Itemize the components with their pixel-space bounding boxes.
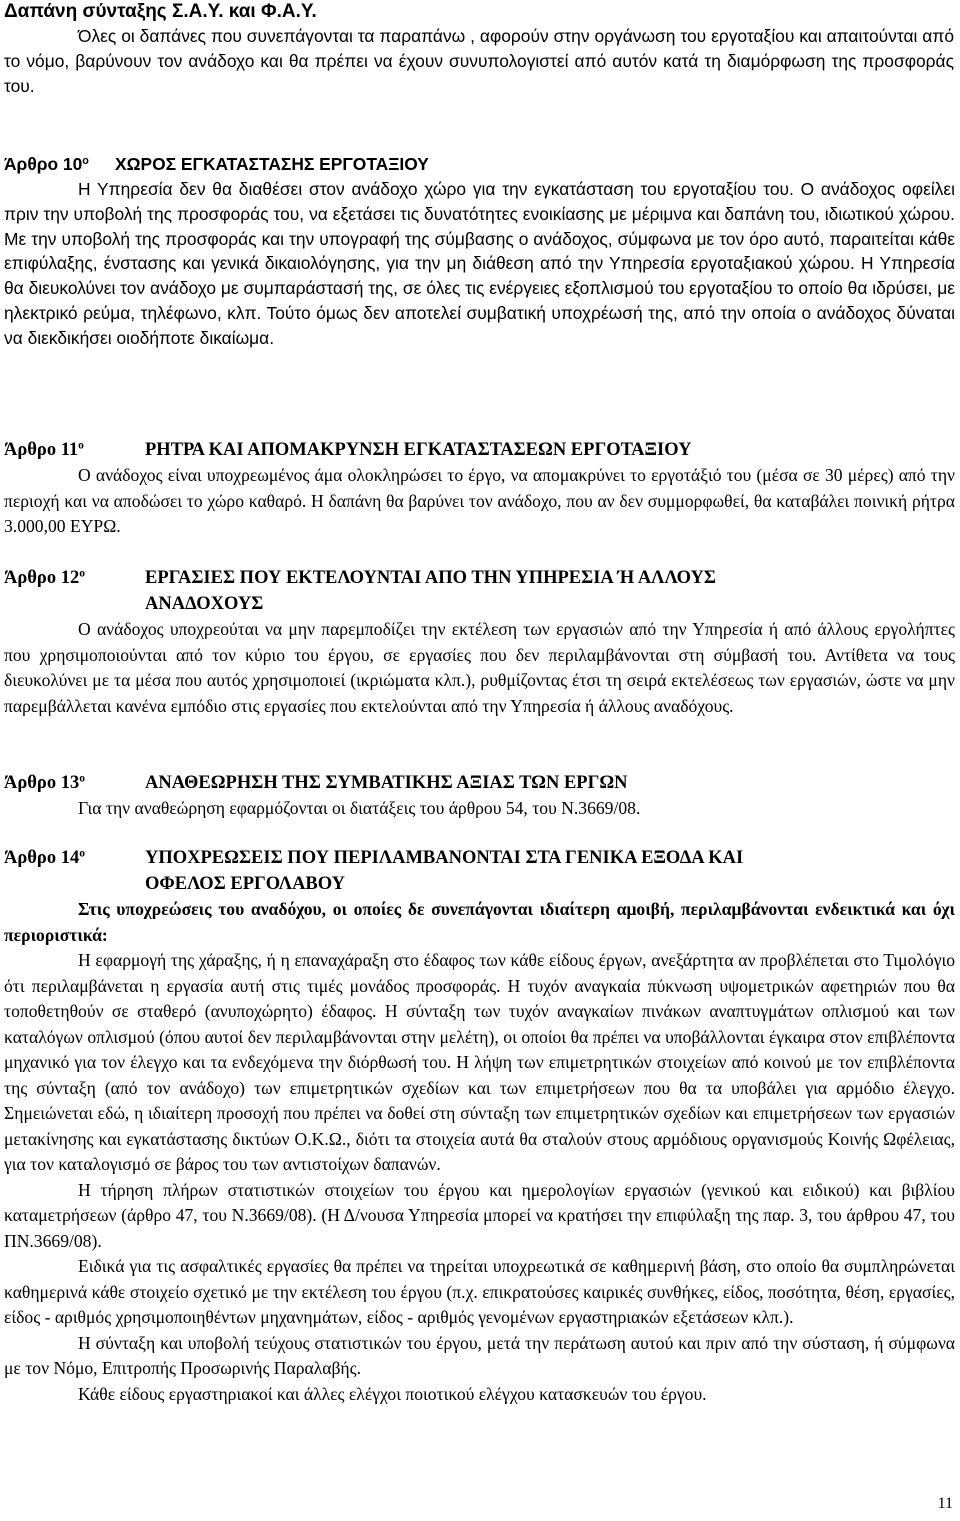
article-10-title: ΧΩΡΟΣ ΕΓΚΑΤΑΣΤΑΣΗΣ ΕΡΓΟΤΑΞΙΟΥ [115, 154, 429, 174]
article-10-ordinal: ο [82, 155, 89, 168]
article-10-heading [4, 152, 429, 177]
article-10-text: Η Υπηρεσία δεν θα διαθέσει στον ανάδοχο χώρο για την εγκατάσταση του εργοταξίου του. Ο ανάδοχος οφείλει πριν την υποβολή της προσφοράς του, να εξετάσει τις δυνατότητες ενοικίασης με μέριμνα και δαπάνη του, ιδιωτικού χώρου. Με την υποβολή της προσφοράς και την υπογραφή της σύμβασης ο ανάδοχος, σύμφωνα με τον όρο αυτό, παραιτείται κάθε επιφύλαξης, ένστασης και γενικά δικαιολόγησης, για την μη διάθεση από την Υπηρεσία εργοταξιακού χώρου. Η Υπηρεσία θα διευκολύνει τον ανάδοχο με συμπαράστασή της, σε όλες τις ενέργειες εξοπλισμού του εργοταξίου το οποίο θα ιδρύσει, με ηλεκτρικό ρεύμα, τηλέφωνο, κλπ. Τούτο όμως δεν αποτελεί συμβατική υποχρέωσή της, από την οποία ο ανάδοχος δύναται να διεκδικήσει οιοδήποτε δικαίωμα. [4, 179, 955, 348]
article-13-ordinal: ο [79, 772, 85, 785]
section-heading: Δαπάνη σύνταξης Σ.Α.Υ. και Φ.Α.Υ. [4, 1, 317, 22]
article-12-text: Ο ανάδοχος υποχρεούται να μην παρεμποδίζει την εκτέλεση των εργασιών από την Υπηρεσία ή από άλλους εργολήπτες που χρησιμοποιούνται από τον κύριο του έργου, σε εργασίες που δεν περιλαμβάνονται στη σύμβασή του. Αντίθετα να τους διευκολύνει με τα μέσα που αυτός χρησιμοποιεί (ικριώματα κλπ.), ρυθμίζοντας έτσι τη σειρά εκτελέσεως των εργασιών, ώστε να μην παρεμβάλλεται κανένα εμπόδιο στις εργασίες που εκτελούνται από την Υπηρεσία ή άλλους αναδόχους. [4, 619, 955, 716]
article-14-body [4, 897, 955, 1407]
article-12-title [145, 566, 716, 617]
article-14-label: Άρθρο $14^o$ [4, 847, 85, 868]
article-13-body [4, 796, 955, 822]
article-11-label: Άρθρο $11^o$ [4, 439, 84, 460]
article-11-body [4, 463, 955, 540]
article-14-paragraph: Ειδικά για τις ασφαλτικές εργασίες θα πρέπει να τηρείται υποχρεωτικά σε καθημερινή βάση, στο οποίο θα συμπληρώνεται καθημερινά κάθε στοιχείο σχετικό με την εκτέλεση του έργου (π.χ. επικρατούσες καιρικές συνθήκες, είδος, ποσότητα, θέση, εργασίες, είδος - αριθμός χρησιμοποιηθέντων μηχανημάτων, είδος - αριθμός γενομένων εργαστηριακών εξετάσεων κλπ.). [4, 1256, 955, 1327]
article-14-bold-intro: Στις υποχρεώσεις του αναδόχου, οι οποίες δε συνεπάγονται ιδιαίτερη αμοιβή, περιλαμβάνονται ενδεικτικά και όχι περιοριστικά: [4, 899, 955, 945]
intro-text: Όλες οι δαπάνες που συνεπάγονται τα παραπάνω , αφορούν στην οργάνωση του εργοταξίου και απαιτούνται από το νόμο, βαρύνουν τον ανάδοχο και θα πρέπει να έχουν συνυπολογιστεί από αυτόν κατά τη διαμόρφωση της προσφοράς του. [4, 26, 954, 96]
article-13-title: ΑΝΑΘΕΩΡΗΣΗ ΤΗΣ ΣΥΜΒΑΤΙΚΗΣ ΑΞΙΑΣ ΤΩΝ ΕΡΓΩΝ [145, 773, 628, 793]
article-11-ordinal: ο [78, 439, 84, 452]
article-13-label: Άρθρο $13^o$ [4, 772, 85, 793]
article-10-body [4, 177, 955, 351]
article-14-ordinal: ο [79, 847, 85, 860]
article-13-heading [4, 771, 628, 797]
article-12-title-line2: ΑΝΑΔΟΧΟΥΣ [145, 593, 264, 614]
article-14-paragraph: Η εφαρμογή της χάραξης, ή η επαναχάραξη στο έδαφος των κάθε είδους έργων, ανεξάρτητα αν προβλέπεται στο Τιμολόγιο ότι περιλαμβάνεται η εργασία αυτή στις τιμές μονάδος προσφοράς. Η τυχόν αναγκαία πύκνωση υψομετρικών αφετηριών που θα τοποθετηθούν σε σταθερό (ανυποχώρητο) έδαφος. Η σύνταξη των τυχόν αναγκαίων πινάκων αναπτυγμάτων οπλισμού και των καταλόγων οπλισμού (όπου αυτοί δεν περιλαμβάνονται στην μελέτη), οι οποίοι θα πρέπει να υποβάλλονται έγκαιρα στον επιβλέποντα μηχανικό για τον έλεγχο και τα ενδεχόμενα την διόρθωσή του. Η λήψη των επιμετρητικών στοιχείων από κοινού με τον επιβλέποντα της σύνταξη (από τον ανάδοχο) των επιμετρητικών σχεδίων και των επιμετρήσεων που θα τα υποβάλει για αρμόδιο έλεγχο. Σημειώνεται εδώ, η ιδιαίτερη προσοχή που πρέπει να δοθεί στη σύνταξη των επιμετρητικών σχεδίων και επιμετρήσεων των εργασιών μετακίνησης και εγκατάστασης δικτύων Ο.Κ.Ω., διότι τα στοιχεία αυτά θα σταλούν στους αρμόδιους οργανισμούς Κοινής Ωφέλειας, για τον καταλογισμό σε βάρος του των αντιστοίχων δαπανών. [4, 950, 955, 1174]
article-12-body [4, 617, 955, 719]
article-11-heading [4, 438, 692, 464]
article-14-title-line1: ΥΠΟΧΡΕΩΣΕΙΣ ΠΟΥ ΠΕΡΙΛΑΜΒΑΝΟΝΤΑΙ ΣΤΑ ΓΕΝΙΚΑ ΕΞΟΔΑ ΚΑΙ [145, 848, 744, 868]
article-12-title-line1: ΕΡΓΑΣΙΕΣ ΠΟΥ ΕΚΤΕΛΟΥΝΤΑΙ ΑΠΟ ΤΗΝ ΥΠΗΡΕΣΙΑ Ή ΑΛΛΟΥΣ [145, 568, 716, 588]
page-number: 11 [937, 1495, 953, 1512]
article-12-heading [4, 566, 716, 614]
article-12-label: Άρθρο $12^o$ [4, 567, 85, 588]
article-13-text: Για την αναθεώρηση εφαρμόζονται οι διατάξεις του άρθρου 54, του Ν.3669/08. [78, 798, 641, 818]
article-14-paragraph: Η σύνταξη και υποβολή τεύχους στατιστικών του έργου, μετά την περάτωση αυτού και πριν από την σύσταση, ή σύμφωνα με τον Νόμο, Επιτροπής Προσωρινής Παραλαβής. [4, 1332, 955, 1378]
article-10-label: Άρθρο $10^o$ [4, 154, 89, 174]
article-12-ordinal: ο [79, 567, 85, 580]
article-14-title-line2: ΟΦΕΛΟΣ ΕΡΓΟΛΑΒΟΥ [145, 873, 346, 894]
article-11-title: ΡΗΤΡΑ ΚΑΙ ΑΠΟΜΑΚΡΥΝΣΗ ΕΓΚΑΤΑΣΤΑΣΕΩΝ ΕΡΓΟΤΑΞΙΟΥ [145, 440, 692, 460]
article-14-title [145, 846, 743, 897]
article-14-paragraph: Η τήρηση πλήρων στατιστικών στοιχείων του έργου και ημερολογίων εργασιών (γενικού και ειδικού) και βιβλίου καταμετρήσεων (άρθρο 47, του Ν.3669/08). (Η Δ/νουσα Υπηρεσία μπορεί να κρατήσει την επιφύλαξη της παρ. 3, του άρθρου 47, του ΠΝ.3669/08). [4, 1179, 955, 1251]
article-11-text: Ο ανάδοχος είναι υποχρεωμένος άμα ολοκληρώσει το έργο, να απομακρύνει το εργοτάξιό του (μέσα σε 30 μέρες) από την περιοχή και να αποδώσει το χώρο καθαρό. Η δαπάνη θα βαρύνει τον ανάδοχο, που αν δεν συμμορφωθεί, θα καταβάλει ποινική ρήτρα 3.000,00 ΕΥΡΩ. [4, 465, 955, 536]
article-14-heading [4, 846, 744, 894]
article-14-paragraph: Κάθε είδους εργαστηριακοί και άλλες ελέγχοι ποιοτικού ελέγχου κατασκευών του έργου. [78, 1383, 707, 1404]
intro-paragraph [4, 24, 954, 98]
